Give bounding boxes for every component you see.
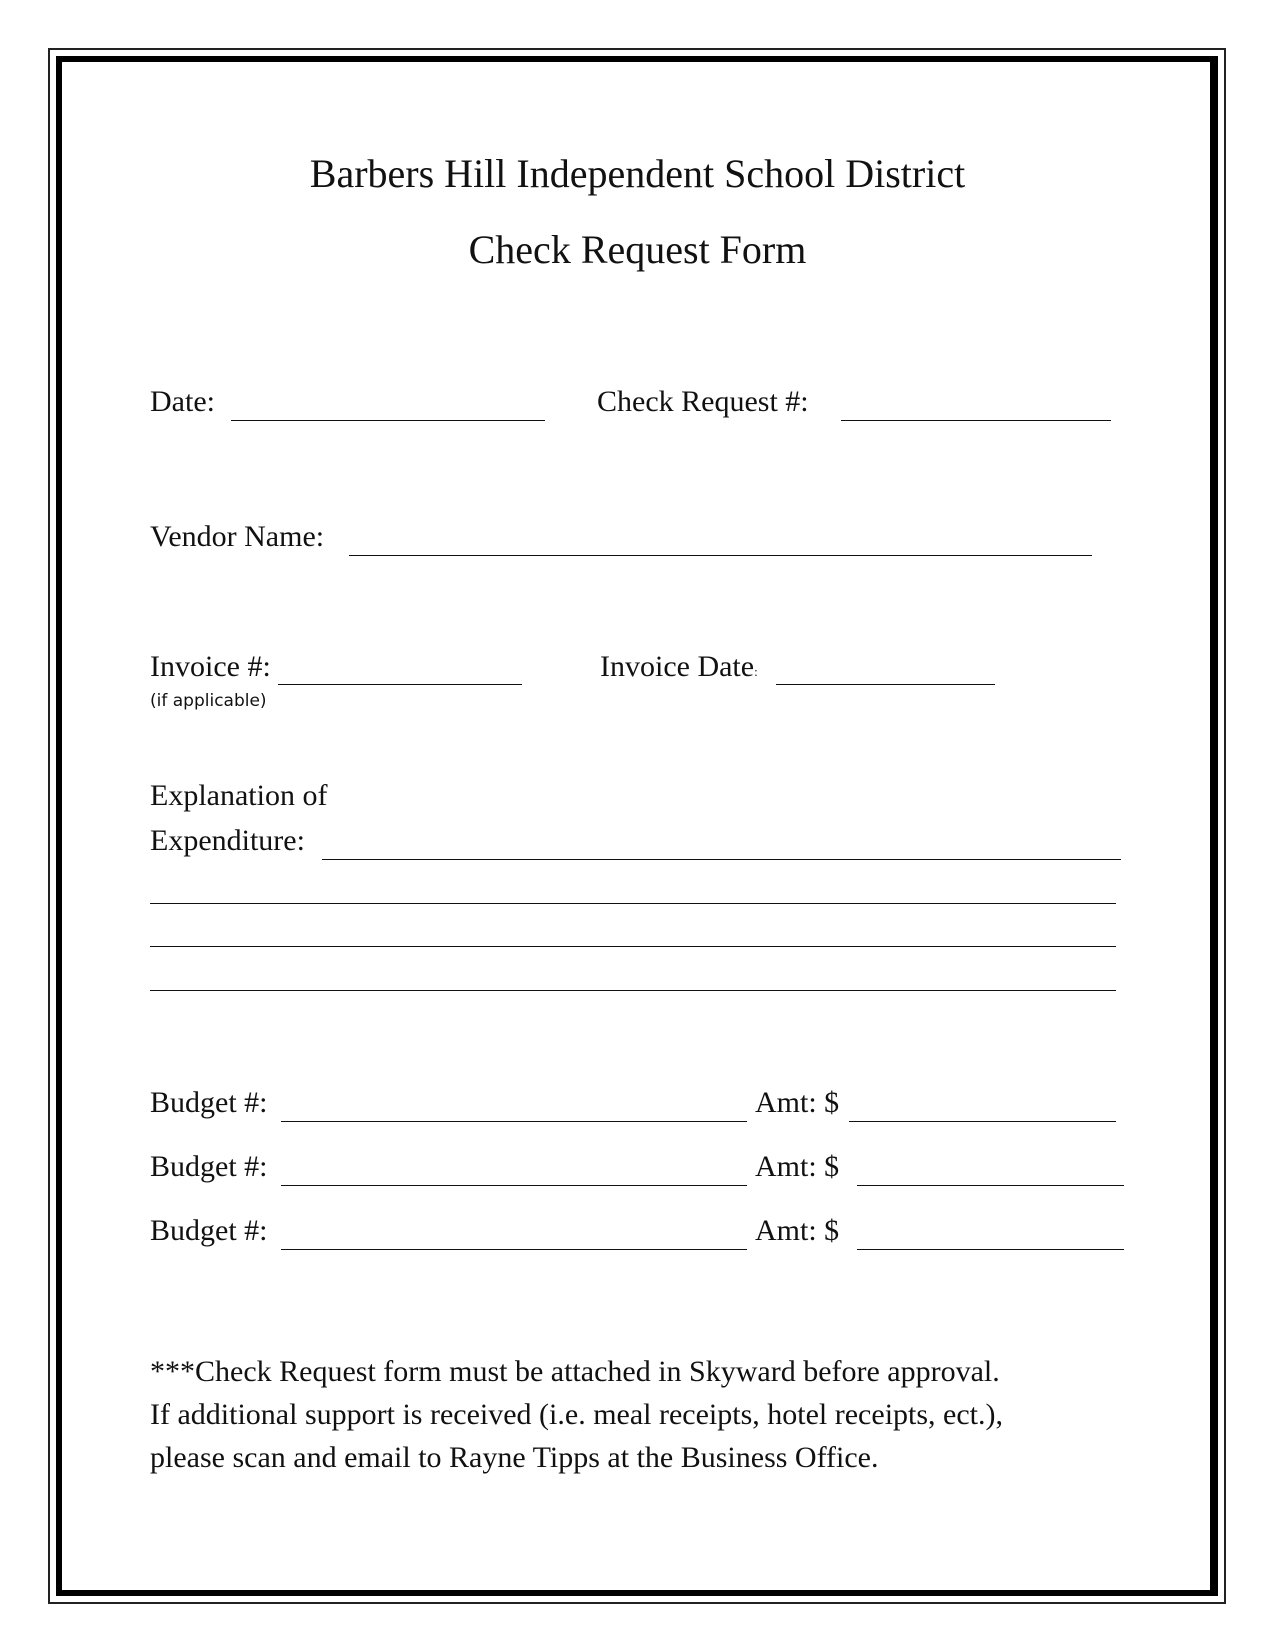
date-label: Date:	[150, 385, 215, 418]
explanation-field-line3[interactable]	[150, 946, 1116, 947]
date-field[interactable]	[231, 420, 545, 421]
budget-field-1[interactable]	[281, 1121, 747, 1122]
budget-field-3[interactable]	[281, 1249, 747, 1250]
district-title: Barbers Hill Independent School District	[309, 151, 966, 196]
explanation-label-line1: Explanation of	[150, 779, 328, 812]
budget-label-2: Budget #:	[150, 1150, 268, 1183]
notice-line-2: If additional support is received (i.e. meal receipts, hotel receipts, ect.),	[150, 1398, 1003, 1431]
invoice-applicable-note: (if applicable)	[150, 691, 267, 711]
explanation-label-line2: Expenditure:	[150, 824, 305, 857]
invoice-date-field[interactable]	[776, 684, 995, 685]
budget-label-1: Budget #:	[150, 1086, 268, 1119]
invoice-number-label: Invoice #:	[150, 650, 271, 683]
notice-line-3: please scan and email to Rayne Tipps at the Business Office.	[150, 1441, 879, 1474]
amount-field-3[interactable]	[857, 1249, 1124, 1250]
vendor-name-label: Vendor Name:	[150, 520, 325, 553]
amount-label-2: Amt: $	[755, 1150, 840, 1183]
amount-label-1: Amt: $	[755, 1086, 840, 1119]
check-request-number-label: Check Request #:	[597, 385, 809, 418]
explanation-field-line1[interactable]	[322, 859, 1121, 860]
form-title: Check Request Form	[468, 227, 807, 272]
invoice-date-label: Invoice Date:	[600, 650, 758, 683]
amount-field-1[interactable]	[849, 1121, 1116, 1122]
amount-field-2[interactable]	[857, 1185, 1124, 1186]
explanation-field-line2[interactable]	[150, 903, 1116, 904]
explanation-field-line4[interactable]	[150, 990, 1116, 991]
invoice-number-field[interactable]	[278, 684, 522, 685]
amount-label-3: Amt: $	[755, 1214, 840, 1247]
notice-line-1: ***Check Request form must be attached in Skyward before approval.	[150, 1355, 1000, 1388]
vendor-name-field[interactable]	[349, 555, 1092, 556]
budget-label-3: Budget #:	[150, 1214, 268, 1247]
submission-notice	[150, 1350, 1150, 1479]
budget-field-2[interactable]	[281, 1185, 747, 1186]
check-request-number-field[interactable]	[841, 420, 1111, 421]
